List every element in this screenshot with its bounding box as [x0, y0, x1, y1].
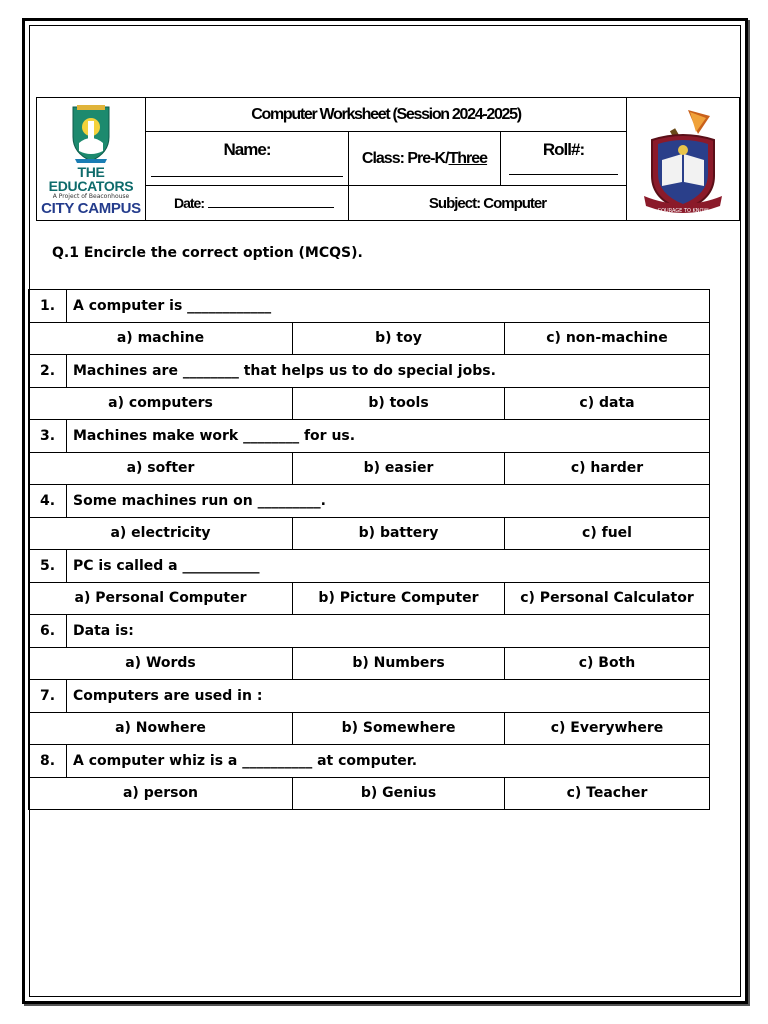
options-row [29, 322, 710, 355]
worksheet-title: Computer Worksheet (Session 2024-2025) [146, 98, 627, 132]
question-heading: Q.1 Encircle the correct option (MCQS). [52, 245, 363, 261]
option-b[interactable]: b) Numbers [293, 647, 505, 680]
question-row [29, 485, 710, 518]
option-b[interactable]: b) Somewhere [293, 712, 505, 745]
question-row [29, 550, 710, 583]
class-field [349, 132, 501, 186]
date-field[interactable] [146, 186, 349, 221]
school-name: THE EDUCATORS [48, 164, 134, 194]
option-a[interactable]: a) Nowhere [29, 712, 293, 745]
option-b[interactable]: b) tools [293, 387, 505, 420]
option-a[interactable]: a) electricity [29, 517, 293, 550]
option-b[interactable]: b) battery [293, 517, 505, 550]
option-a[interactable]: a) Personal Computer [29, 582, 293, 615]
crest-shield-icon [638, 104, 728, 216]
question-number: 1. [29, 290, 67, 323]
options-row [29, 387, 710, 420]
mcq-table [28, 289, 710, 810]
name-label: Name: [223, 140, 271, 159]
roll-label: Roll#: [542, 140, 585, 159]
option-b[interactable]: b) Genius [293, 777, 505, 810]
question-number: 4. [29, 485, 67, 518]
question-number: 3. [29, 420, 67, 453]
options-row [29, 452, 710, 485]
campus-name: CITY CAMPUS [41, 200, 141, 217]
options-row [29, 517, 710, 550]
question-text: PC is called a ___________ [67, 550, 710, 583]
question-row [29, 355, 710, 388]
question-row [29, 615, 710, 648]
options-row [29, 582, 710, 615]
option-c[interactable]: c) Both [505, 647, 710, 680]
date-label: Date: [174, 195, 205, 211]
roll-field[interactable] [501, 132, 627, 186]
option-b[interactable]: b) Picture Computer [293, 582, 505, 615]
options-row [29, 712, 710, 745]
question-text: A computer whiz is a __________ at computer. [67, 745, 710, 778]
question-number: 2. [29, 355, 67, 388]
date-write-line[interactable] [208, 195, 334, 208]
class-value: Three [448, 149, 488, 167]
question-number: 8. [29, 745, 67, 778]
question-text: Machines make work ________ for us. [67, 420, 710, 453]
crest-motto: COURAGE TO KNOW [657, 208, 709, 214]
question-text: A computer is ____________ [67, 290, 710, 323]
school-subtitle: A Project of Beaconhouse [52, 193, 130, 200]
option-a[interactable]: a) computers [29, 387, 293, 420]
subject-field: Subject: Computer [349, 186, 627, 221]
option-a[interactable]: a) softer [29, 452, 293, 485]
option-c[interactable]: c) data [505, 387, 710, 420]
question-row [29, 290, 710, 323]
school-logo [37, 98, 146, 221]
option-b[interactable]: b) toy [293, 322, 505, 355]
options-row [29, 647, 710, 680]
question-text: Some machines run on _________. [67, 485, 710, 518]
option-a[interactable]: a) Words [29, 647, 293, 680]
question-text: Machines are ________ that helps us to do special jobs. [67, 355, 710, 388]
name-write-line[interactable] [151, 176, 343, 177]
question-number: 5. [29, 550, 67, 583]
question-row [29, 745, 710, 778]
roll-write-line[interactable] [509, 174, 618, 175]
school-crest-icon [61, 103, 121, 165]
option-a[interactable]: a) machine [29, 322, 293, 355]
question-row [29, 420, 710, 453]
name-field[interactable] [146, 132, 349, 186]
question-number: 6. [29, 615, 67, 648]
campus-crest [627, 98, 740, 221]
option-a[interactable]: a) person [29, 777, 293, 810]
option-c[interactable]: c) harder [505, 452, 710, 485]
class-label: Class: Pre-K/ [361, 149, 449, 167]
question-row [29, 680, 710, 713]
option-c[interactable]: c) fuel [505, 517, 710, 550]
option-c[interactable]: c) non-machine [505, 322, 710, 355]
question-number: 7. [29, 680, 67, 713]
option-c[interactable]: c) Everywhere [505, 712, 710, 745]
option-c[interactable]: c) Teacher [505, 777, 710, 810]
question-text: Computers are used in : [67, 680, 710, 713]
options-row [29, 777, 710, 810]
worksheet-header [36, 97, 740, 221]
question-text: Data is: [67, 615, 710, 648]
option-b[interactable]: b) easier [293, 452, 505, 485]
option-c[interactable]: c) Personal Calculator [505, 582, 710, 615]
